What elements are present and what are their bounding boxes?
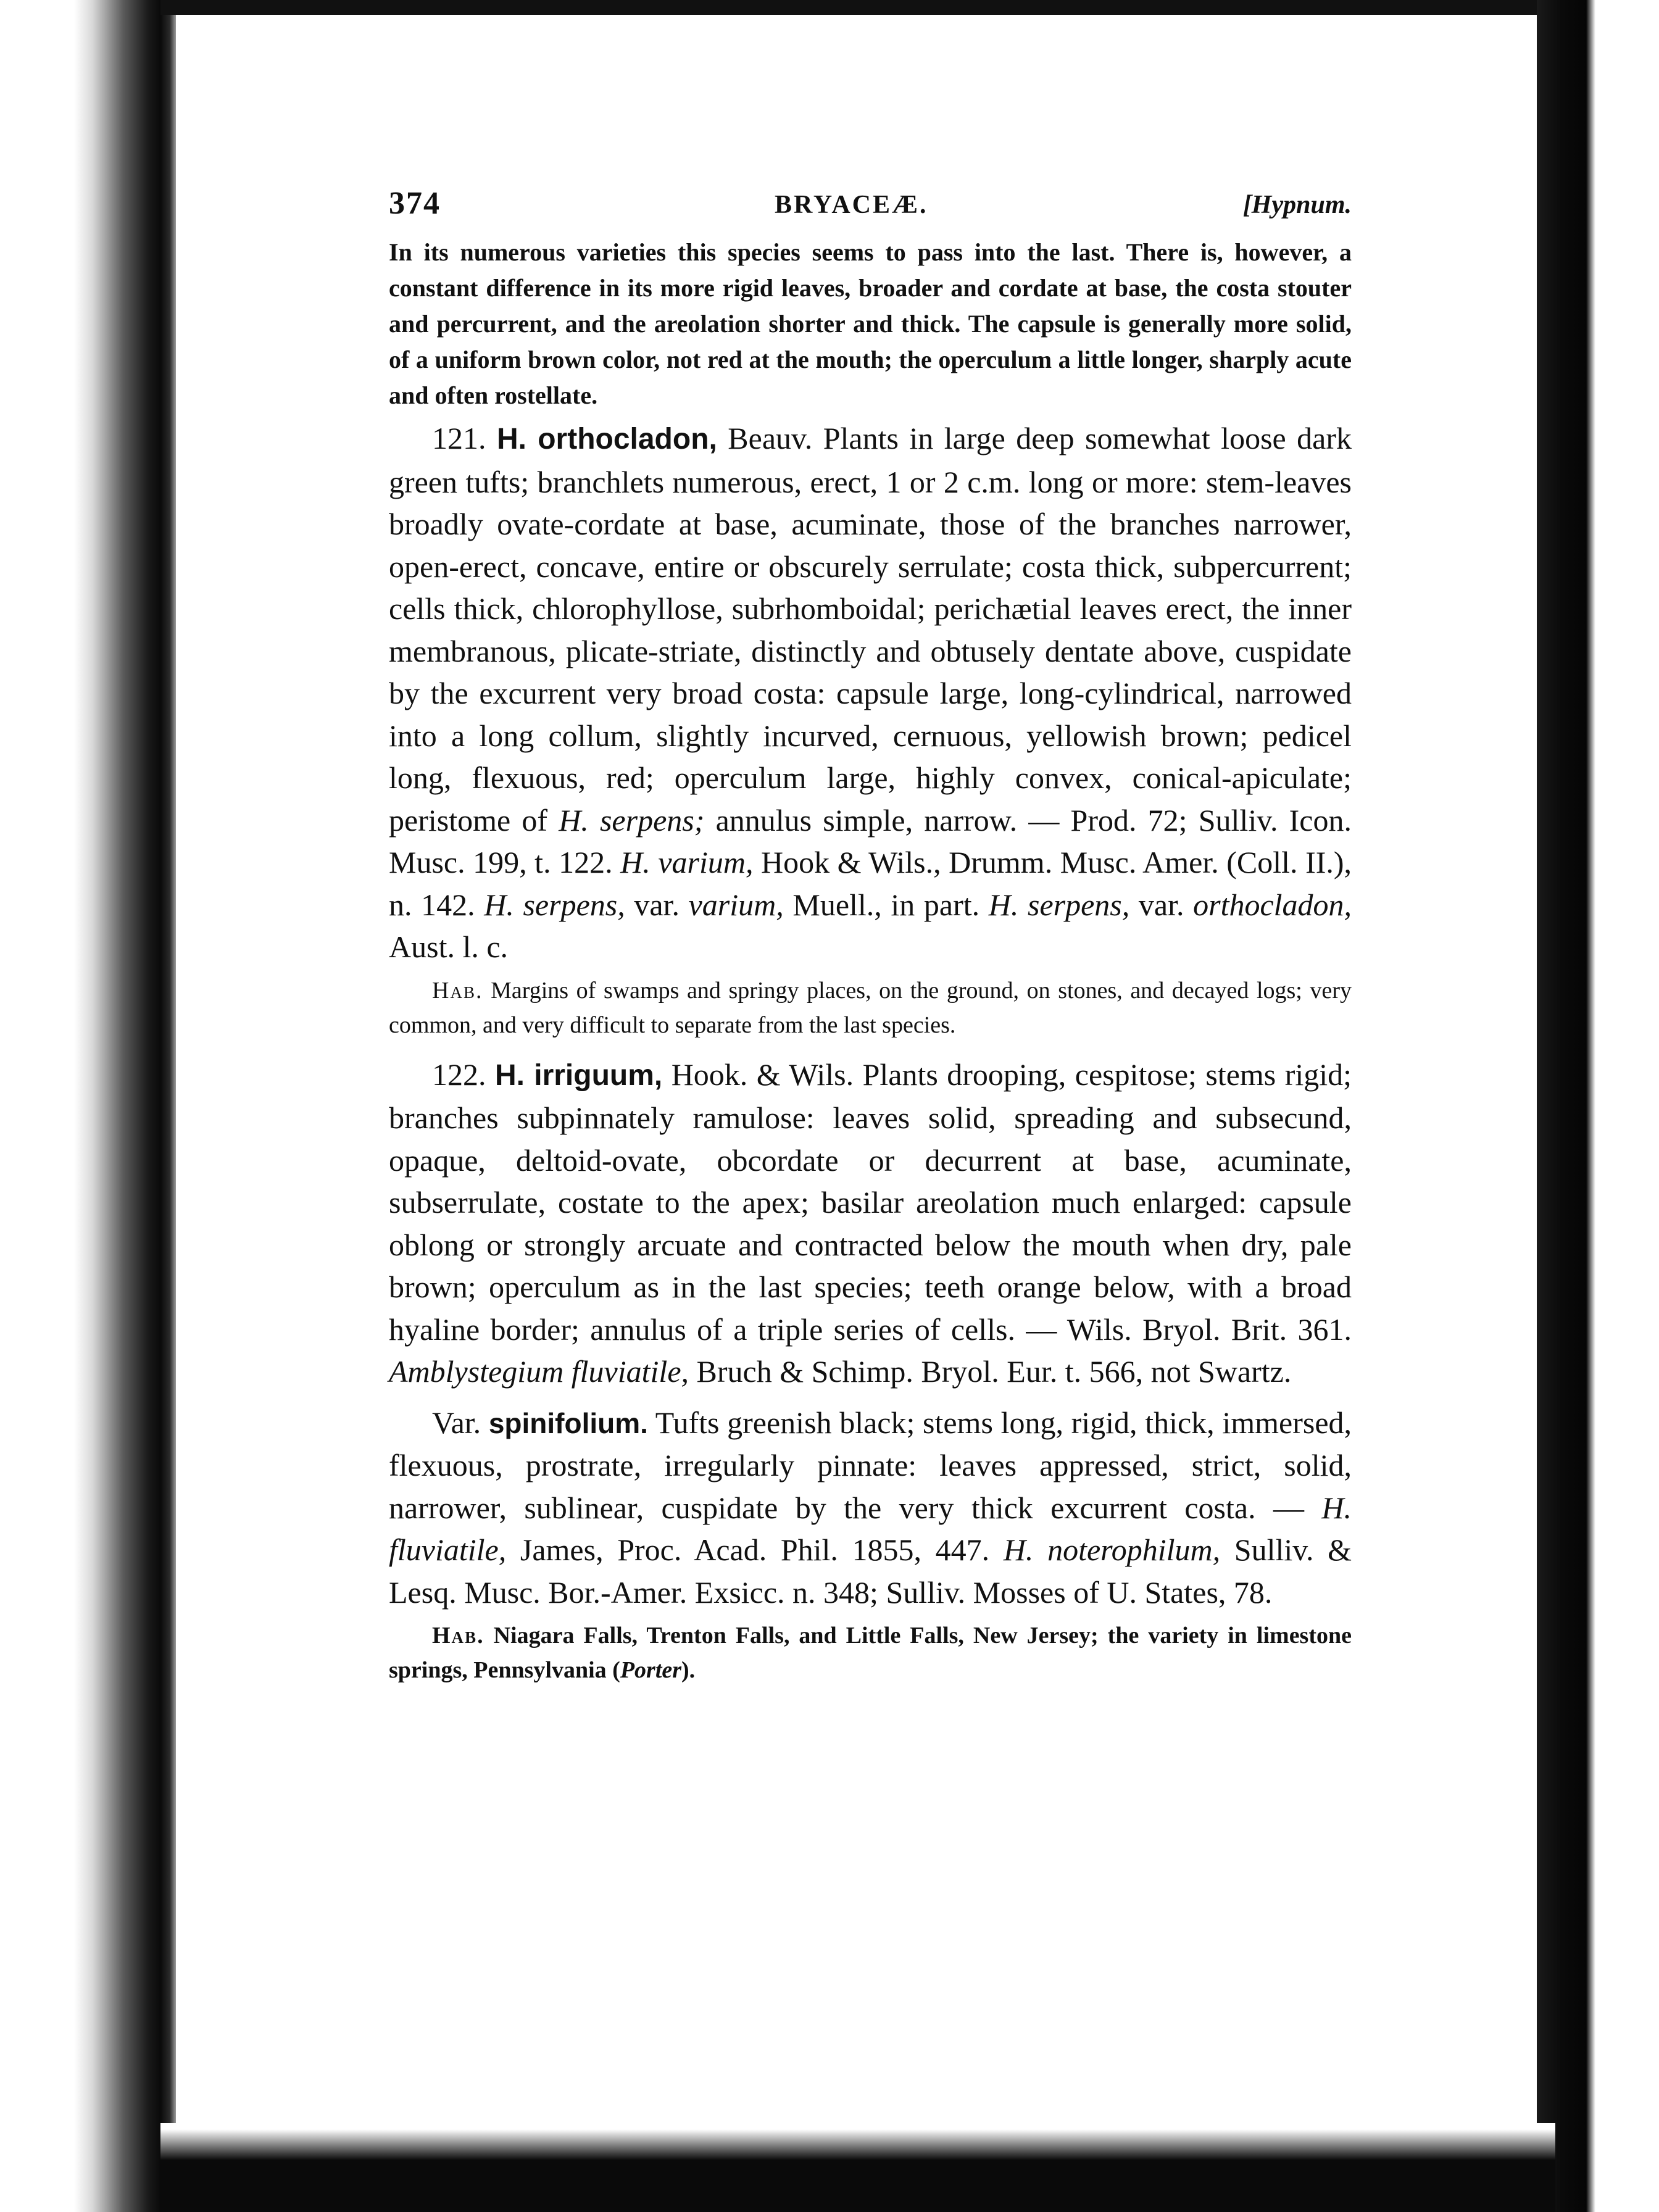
scan-margin-right [1537,0,1659,2212]
variety-description-3: Sulliv. & Lesq. Musc. Bor.-Amer. Exsicc. n. 348; Sulliv. Mosses of U. States, 78. [389,1532,1352,1610]
variety-habitat [389,1618,1352,1687]
variety-name: spinifolium. [488,1407,648,1439]
variety-entry [389,1402,1352,1614]
genus-heading: [Hypnum. [1242,191,1352,219]
variety-description-2: James, Proc. Acad. Phil. 1855, 447. [520,1532,990,1567]
species-121-description-3: Hook & Wils., Drumm. Musc. Amer. (Coll. II.), n. 142. [389,845,1352,922]
species-122-authority: Hook. & Wils. [671,1057,854,1092]
intro-paragraph: In its numerous varieties this species seems to pass into the last. There is, however, a constant difference in its more rigid leaves, broader and cordate at base, the costa stouter and percurrent, and the areolation shorter and thick. The capsule is generally more solid, of a uniform brown color, not red at the mouth; the operculum a little longer, sharply acute and often rostellate. [389,238,1352,409]
variety-habitat-collector: Porter [620,1657,682,1683]
species-122-description: Plants drooping, cespitose; stems rigid; branches subpinnately ramulose: leaves solid, spreading and subsecund, opaque, deltoid-ovate, obcordate or decurrent at base, acuminate, subserrulate, costate to the apex; basilar areolation much enlarged: capsule oblong or strongly arcuate and contracted below the mouth when dry, pale brown; operculum as in the last species; teeth orange below, with a broad hyaline border; annulus of a triple series of cells. — Wils. Bryol. Brit. 361. [389,1057,1352,1347]
page-content [389,185,1352,1698]
species-122-name: H. irriguum, [494,1058,663,1092]
variety-habitat-text: Niagara Falls, Trenton Falls, and Little Falls, New Jersey; the variety in limestone springs, Pennsylvania ( [389,1623,1352,1683]
scan-margin-bottom [160,2123,1555,2212]
variety-habitat-end: ). [681,1657,696,1683]
species-122-number: 122. [432,1057,486,1092]
species-121-name: H. orthocladon, [496,423,717,455]
species-121-description-5: Muell., in part. [792,887,980,922]
species-121-description-7: Aust. l. c. [389,929,509,964]
species-121-entry [389,417,1352,968]
species-121-synonym-2: H. varium, [620,845,754,879]
variety-description: Tufts greenish black; stems long, rigid, thick, immersed, flexuous, prostrate, irregularly pinnate: leaves appressed, strict, solid, narrower, sublinear, cuspidate by the very thick excurrent costa. — [389,1405,1352,1525]
variety-prefix: Var. [432,1405,481,1440]
running-head [389,185,1352,235]
variety-synonym-1: H. fluviatile, [389,1490,1352,1567]
species-121-synonym-1: H. serpens; [559,802,705,838]
species-121-authority: Beauv. [728,421,813,455]
variety-synonym-2: H. noterophilum, [1003,1532,1221,1567]
species-121-description-6: var. [1138,887,1184,922]
species-121-habitat [389,973,1352,1042]
scan-margin-left [0,0,176,2212]
species-122-description-2: Bruch & Schimp. Bryol. Eur. t. 566, not Swartz. [696,1354,1292,1389]
species-121-description-4: var. [634,887,680,922]
species-121-habitat-text: Margins of swamps and springy places, on the ground, on stones, and decayed logs; very common, and very difficult to separate from the last species. [389,977,1352,1038]
variety-habitat-label: Hab. [432,1623,484,1649]
species-121-description: Plants in large deep somewhat loose dark green tufts; branchlets numerous, erect, 1 or 2 c.m. long or more: stem-leaves broadly ovate-cordate at base, acuminate, those of the branches narrower, open-erect, concave, entire or obscurely serrulate; costa thick, subpercurrent; cells thick, chlorophyllose, subrhomboidal; perichætial leaves erect, the inner membranous, plicate-striate, distinctly and obtusely dentate above, cuspidate by the excurrent very broad costa: capsule large, long-cylindrical, narrowed into a long collum, slightly incurved, cernuous, yellowish brown; pedicel long, flexuous, red; operculum large, highly convex, conical-apiculate; peristome of [389,421,1352,838]
section-title: BRYACEÆ. [775,191,928,219]
species-122-synonym-1: Amblystegium fluviatile, [389,1354,689,1389]
page-number: 374 [389,186,441,221]
species-121-synonym-4: varium, [688,887,784,922]
species-121-habitat-label: Hab. [432,977,483,1004]
species-121-number: 121. [432,421,486,455]
scan-margin-top [160,0,1555,15]
species-122-entry [389,1054,1352,1393]
species-121-synonym-5: H. serpens, [988,887,1130,922]
species-121-synonym-6: orthocladon, [1193,887,1352,922]
book-page [204,25,1531,2123]
species-121-description-2: annulus simple, narrow. — Prod. 72; Sulliv. Icon. Musc. 199, t. 122. [389,802,1352,879]
species-121-synonym-3: H. serpens, [484,887,625,922]
